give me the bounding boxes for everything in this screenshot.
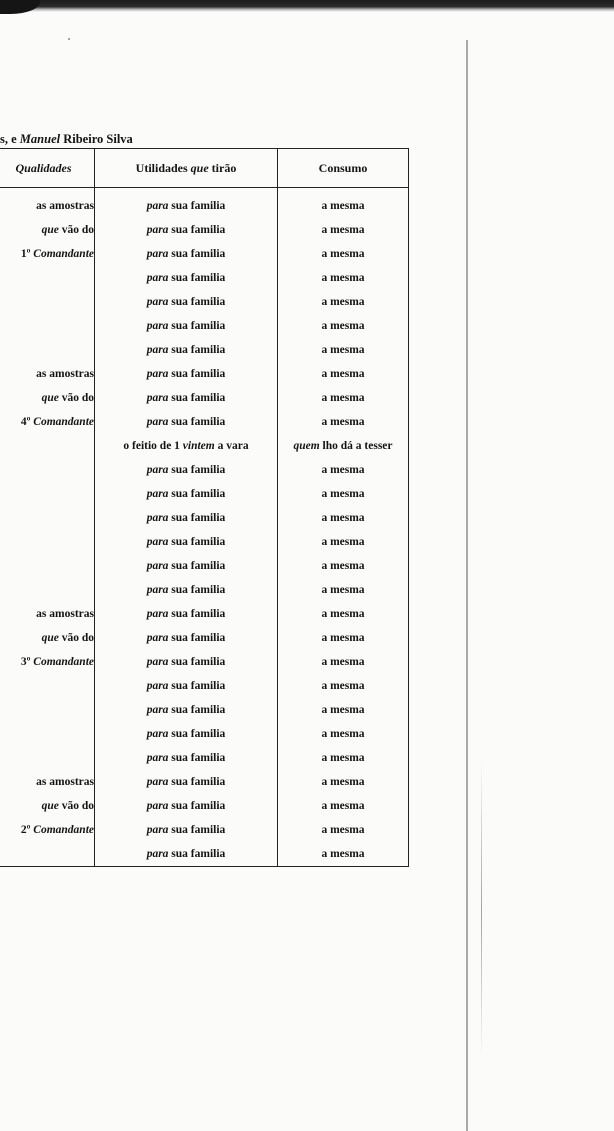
consumo-cell: a mesma xyxy=(321,752,365,764)
consumo-cell: a mesma xyxy=(321,416,365,428)
consumo-cell: a mesma xyxy=(321,560,365,572)
utilidade-cell: para sua familia xyxy=(95,746,278,770)
qualidade-cell: as amostras xyxy=(0,770,95,794)
consumo-cell: a mesma xyxy=(321,344,365,356)
qualidade-cell: que vão do xyxy=(0,386,95,410)
qualidade-cell xyxy=(0,338,95,362)
qualidade-cell xyxy=(0,314,95,338)
table-row xyxy=(0,338,409,362)
qualidade-cell: as amostras xyxy=(0,188,95,219)
consumo-cell: a mesma xyxy=(321,800,365,812)
utilidade-cell: para sua familia xyxy=(95,530,278,554)
table-row xyxy=(0,818,409,842)
header-rest: Ribeiro Silva xyxy=(60,132,133,146)
consumo-cell: a mesma xyxy=(321,728,365,740)
qualidade-cell xyxy=(0,674,95,698)
utilidade-cell: para sua familia xyxy=(95,386,278,410)
utilidade-cell: para sua familia xyxy=(95,626,278,650)
page-edge-mark xyxy=(481,760,482,1060)
page-fold-line xyxy=(466,40,468,1131)
qualidade-cell xyxy=(0,434,95,458)
header-name: Manuel xyxy=(19,132,61,146)
consumo-cell: a mesma xyxy=(321,392,365,404)
scan-top-shadow xyxy=(0,0,614,12)
utilidade-cell: para sua familia xyxy=(95,266,278,290)
qualidade-cell xyxy=(0,578,95,602)
qualidade-cell xyxy=(0,506,95,530)
qualidade-cell xyxy=(0,722,95,746)
qualidade-cell: 3º Comandante xyxy=(0,650,95,674)
qualidade-cell xyxy=(0,554,95,578)
consumo-cell: a mesma xyxy=(321,512,365,524)
table-row xyxy=(0,674,409,698)
table-row xyxy=(0,626,409,650)
consumo-cell: a mesma xyxy=(321,536,365,548)
qualidade-cell: que vão do xyxy=(0,218,95,242)
consumo-cell: a mesma xyxy=(321,632,365,644)
page-header xyxy=(0,132,133,147)
table-row xyxy=(0,842,409,867)
qualidade-cell xyxy=(0,290,95,314)
utilidade-cell: para sua familia xyxy=(95,770,278,794)
utilidade-cell: para sua familia xyxy=(95,362,278,386)
scan-speck xyxy=(68,38,70,40)
qualidade-cell: as amostras xyxy=(0,602,95,626)
consumo-cell: quem lho dá a tesser xyxy=(293,440,393,452)
table-row xyxy=(0,362,409,386)
consumo-cell: a mesma xyxy=(321,368,365,380)
utilidade-cell: para sua familia xyxy=(95,674,278,698)
utilidade-cell: o feitio de 1 vintem a vara xyxy=(95,434,278,458)
table-row xyxy=(0,458,409,482)
header-prefix: s, e xyxy=(0,132,20,146)
table-row xyxy=(0,770,409,794)
table-row xyxy=(0,530,409,554)
utilidade-cell: para sua familia xyxy=(95,338,278,362)
table-row xyxy=(0,434,409,458)
qualidade-cell: que vão do xyxy=(0,794,95,818)
qualidade-cell: 4º Comandante xyxy=(0,410,95,434)
consumo-cell: a mesma xyxy=(321,488,365,500)
consumo-cell: a mesma xyxy=(321,224,365,236)
utilidade-cell: para sua familia xyxy=(95,722,278,746)
table-row xyxy=(0,506,409,530)
utilidade-cell: para sua familia xyxy=(95,410,278,434)
utilidade-cell: para sua familia xyxy=(95,698,278,722)
consumo-cell: a mesma xyxy=(321,272,365,284)
consumo-cell: a mesma xyxy=(321,248,365,260)
table-header-row xyxy=(0,149,409,188)
consumo-cell: a mesma xyxy=(321,200,365,212)
table-row xyxy=(0,722,409,746)
utilidade-cell: para sua familia xyxy=(95,794,278,818)
consumo-cell: a mesma xyxy=(321,704,365,716)
consumo-cell: a mesma xyxy=(321,320,365,332)
table-row xyxy=(0,218,409,242)
utilidade-cell: para sua familia xyxy=(95,842,278,867)
qualidade-cell xyxy=(0,458,95,482)
table-body xyxy=(0,188,409,867)
qualidade-cell: que vão do xyxy=(0,626,95,650)
utilidade-cell: para sua familia xyxy=(95,578,278,602)
qualidade-cell xyxy=(0,746,95,770)
utilidade-cell: para sua familia xyxy=(95,458,278,482)
qualidade-cell xyxy=(0,842,95,867)
table-row xyxy=(0,554,409,578)
table-row xyxy=(0,266,409,290)
utilidade-cell: para sua familia xyxy=(95,242,278,266)
qualidade-cell xyxy=(0,482,95,506)
table-row xyxy=(0,482,409,506)
table-row xyxy=(0,602,409,626)
table-row xyxy=(0,188,409,219)
table-row xyxy=(0,242,409,266)
column-header-utilidades: Utilidades que tirão xyxy=(95,149,278,188)
ledger-table xyxy=(0,148,409,867)
utilidade-cell: para sua familia xyxy=(95,818,278,842)
consumo-cell: a mesma xyxy=(321,608,365,620)
table-row xyxy=(0,410,409,434)
table-row xyxy=(0,650,409,674)
utilidade-cell: para sua familia xyxy=(95,602,278,626)
qualidade-cell: 2º Comandante xyxy=(0,818,95,842)
qualidade-cell xyxy=(0,530,95,554)
qualidade-cell: 1º Comandante xyxy=(0,242,95,266)
table-row xyxy=(0,794,409,818)
utilidade-cell: para sua familia xyxy=(95,218,278,242)
utilidade-cell: para sua familia xyxy=(95,650,278,674)
consumo-cell: a mesma xyxy=(321,848,365,860)
utilidade-cell: para sua familia xyxy=(95,314,278,338)
table-row xyxy=(0,578,409,602)
consumo-cell: a mesma xyxy=(321,824,365,836)
consumo-cell: a mesma xyxy=(321,656,365,668)
table-row xyxy=(0,698,409,722)
utilidade-cell: para sua familia xyxy=(95,482,278,506)
utilidade-cell: para sua familia xyxy=(95,188,278,219)
utilidade-cell: para sua familia xyxy=(95,290,278,314)
consumo-cell: a mesma xyxy=(321,680,365,692)
table-row xyxy=(0,290,409,314)
qualidade-cell: as amostras xyxy=(0,362,95,386)
table-row xyxy=(0,746,409,770)
column-header-consumo: Consumo xyxy=(278,149,409,188)
consumo-cell: a mesma xyxy=(321,296,365,308)
utilidade-cell: para sua familia xyxy=(95,506,278,530)
consumo-cell: a mesma xyxy=(321,464,365,476)
table-row xyxy=(0,386,409,410)
consumo-cell: a mesma xyxy=(321,584,365,596)
column-header-qualidades: Qualidades xyxy=(0,149,95,188)
qualidade-cell xyxy=(0,698,95,722)
qualidade-cell xyxy=(0,266,95,290)
consumo-cell: a mesma xyxy=(321,776,365,788)
utilidade-cell: para sua familia xyxy=(95,554,278,578)
table-row xyxy=(0,314,409,338)
